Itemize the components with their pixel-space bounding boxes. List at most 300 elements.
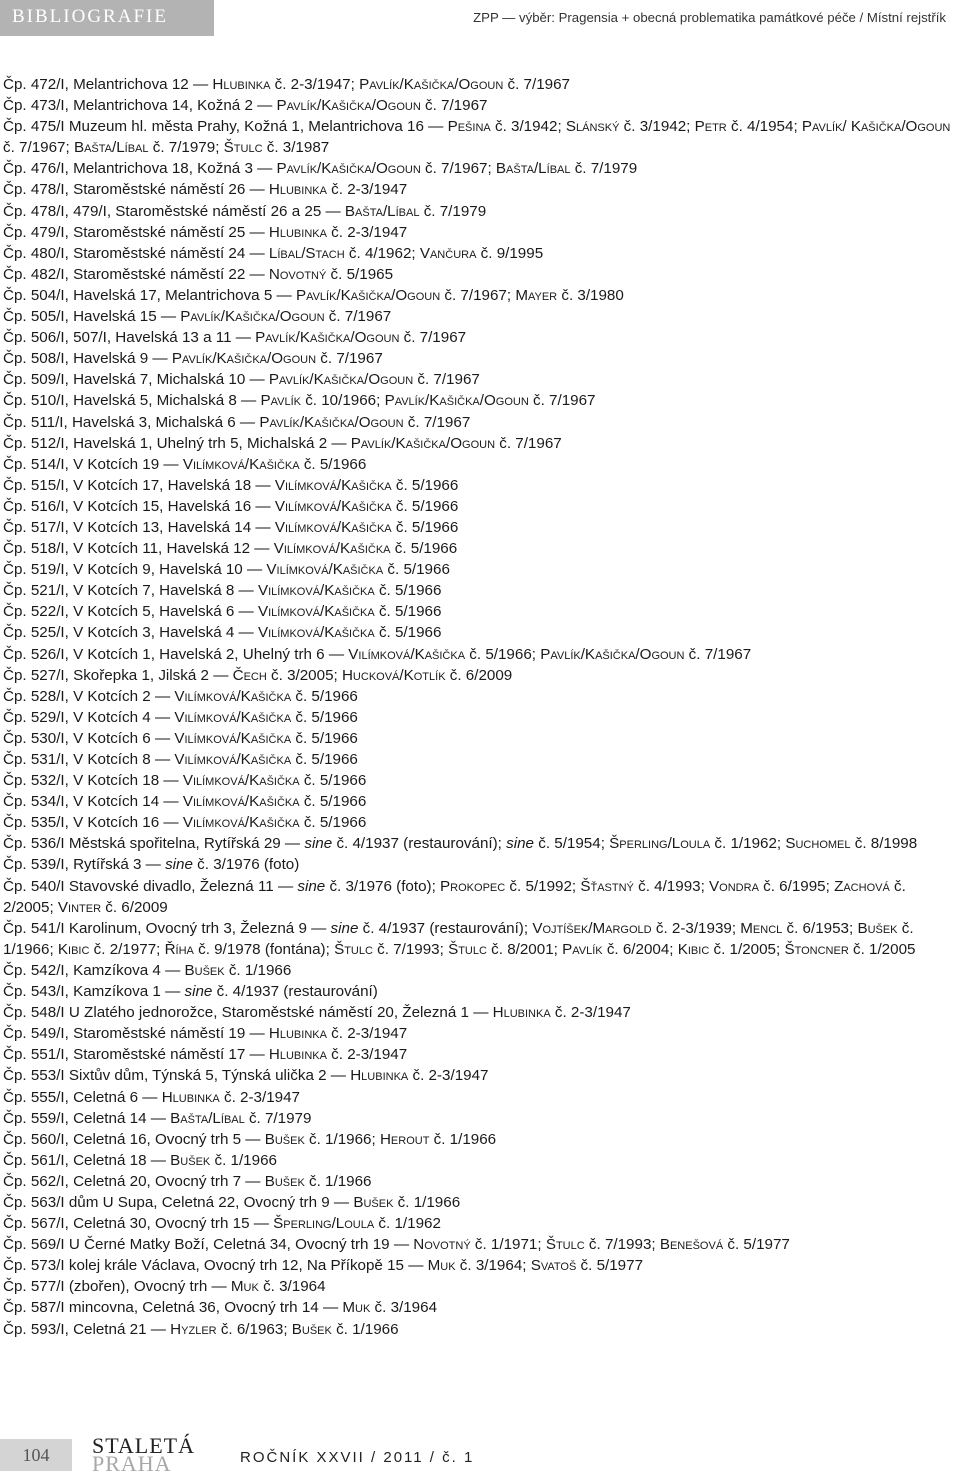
entry-text: Čp. 508/I, Havelská 9 — [3,350,172,368]
author-name: Štulc [448,940,487,958]
sine-marker: sine [165,856,193,874]
bibliography-entry [3,981,957,1002]
author-name: Pavlík [260,392,301,410]
author-name: Pavlík/Kašička/Ogoun [350,434,496,452]
author-name: Zachová [834,877,890,895]
entry-text: Čp. 528/I, V Kotcích 2 — [3,687,175,705]
entry-text: Čp. 587/I mincovna, Celetná 36, Ovocný trh 14 — [3,1299,343,1317]
author-name: Hlubinka [212,76,271,93]
bibliography-entry [3,749,957,770]
bibliography-entry [3,369,957,390]
author-name: Pavlík/Kašička/Ogoun [384,392,529,410]
bibliography-entry [3,158,957,179]
entry-text: č. 6/1995; [758,877,835,895]
entry-text: Čp. 527/I, Skořepka 1, Jilská 2 — [3,666,233,684]
entry-text: č. 4/1993; [633,877,710,895]
entry-text: č. 7/1967 [528,392,596,410]
bibliography-entry [3,179,957,200]
author-name: Novotný [268,265,327,283]
entry-text: Čp. 526/I, V Kotcích 1, Havelská 2, Uhelný trh 6 — [3,645,349,663]
entry-text: Čp. 514/I, V Kotcích 19 — [3,455,183,473]
bibliography-entry [3,580,957,601]
sine-marker: sine [330,919,359,937]
entry-text: č. 8/2001; [486,940,563,958]
entry-text: č. 5/1966 [391,518,459,536]
bibliography-entry [3,74,957,95]
bibliography-entry [3,644,957,665]
author-name: Hlubinka [268,223,327,241]
entry-text: Čp. 475/I Muzeum hl. města Prahy, Kožná 1, Melantrichova 16 — [3,118,448,136]
entry-text: Čp. 532/I, V Kotcích 18 — [3,772,183,790]
author-name: Slánský [565,118,620,136]
entry-text: č. 4/1937 (restaurování) [212,983,378,1001]
author-name: Hyzler [170,1320,217,1338]
author-name: Bašta/Líbal [495,160,571,178]
entry-text: Čp. 542/I, Kamzíkova 4 — [3,961,185,979]
entry-text: č. 2/2005; [3,877,911,916]
entry-text: Čp. 480/I, Staroměstské náměstí 24 — [3,244,269,262]
entry-text: Čp. 541/I Karolinum, Ovocný trh 3, Železná 9 — [3,919,331,937]
entry-text: č. 7/1967 [503,76,571,93]
entry-text: č. 2-3/1947 [550,1004,631,1022]
entry-text: Čp. 478/I, 479/I, Staroměstské náměstí 26 a 25 — [3,202,345,220]
entry-text: Čp. 519/I, V Kotcích 9, Havelská 10 — [3,561,267,579]
entry-text: Čp. 563/I dům U Supa, Celetná 22, Ovocný trh 9 — [3,1193,354,1211]
entry-text: č. 5/1966 [291,729,358,747]
author-name: Vilímková/Kašička [174,687,292,705]
entry-text: Čp. 525/I, V Kotcích 3, Havelská 4 — [3,624,258,642]
entry-text: č. 6/2009 [445,666,513,684]
entry-text: č. 3/1942; [490,118,566,136]
author-name: Vilímková/Kašička [182,455,300,473]
author-name: Pavlík/Kašička/Ogoun [359,76,504,93]
entry-text: Čp. 516/I, V Kotcích 15, Havelská 16 — [3,497,275,515]
entry-text: Čp. 517/I, V Kotcích 13, Havelská 14 — [3,518,275,536]
bibliography-entry [3,1319,957,1340]
entry-text: č. 7/1967 [684,645,752,663]
section-title: BIBLIOGRAFIE [12,6,168,27]
author-name: Novotný [413,1236,471,1254]
bibliography-entry [3,770,957,791]
entry-text: č. 6/2009 [101,898,168,916]
author-name: Vojtíšek/Margold [532,919,652,937]
author-name: Vilímková/Kašička [174,708,292,726]
author-name: Muk [342,1299,371,1317]
page-header [0,0,960,36]
entry-text: č. 3/1980 [557,286,624,304]
author-name: Muk [427,1257,456,1275]
author-name: Herout [379,1130,430,1148]
bibliography-entry [3,918,957,960]
entry-text: Čp. 479/I, Staroměstské náměstí 25 — [3,223,269,241]
author-name: Kibic [57,940,90,958]
author-name: Vilímková/Kašička [257,603,375,621]
entry-text: č. 7/1979 [419,202,487,220]
entry-text: č. 4/1937 (restaurování); [358,919,533,937]
entry-text: č. 5/1966 [291,708,358,726]
entry-text: č. 7/1967; [420,160,496,178]
entry-text: č. 1/2005; [709,940,785,958]
bibliography-entry [3,622,957,643]
entry-text: č. 5/1977 [723,1236,790,1254]
bibliography-entry [3,517,957,538]
entry-text: Čp. 522/I, V Kotcích 5, Havelská 6 — [3,603,258,621]
bibliography-entry [3,264,957,285]
bibliography-entry [3,496,957,517]
bibliography-entry [3,812,957,833]
entry-text: Čp. 536/I Městská spořitelna, Rytířská 29 — [3,835,305,853]
bibliography-list [3,74,957,1340]
issue-label: ROČNÍK XXVII / 2011 / č. 1 [240,1449,475,1466]
section-band [0,0,214,36]
bibliography-entry [3,1065,957,1086]
entry-text: č. 2-3/1947 [326,1046,408,1064]
entry-text: č. 1/1966 [393,1193,461,1211]
bibliography-entry [3,1297,957,1318]
entry-text: č. 2-3/1947; [270,76,360,93]
entry-text: Čp. 518/I, V Kotcích 11, Havelská 12 — [3,540,274,558]
entry-text: č. 1/2005 [848,940,916,958]
author-name: Bušek [264,1172,305,1190]
author-name: Čech [232,666,267,684]
author-name: Bušek [353,1193,394,1211]
entry-text: č. 3/1942; [619,118,695,136]
entry-text: č. 7/1967 [420,97,488,115]
author-name: Benešová [659,1236,724,1254]
bibliography-entry [3,1087,957,1108]
author-name: Prokopec [440,877,506,895]
entry-text: Čp. 551/I, Staroměstské náměstí 17 — [3,1046,269,1064]
entry-text: Čp. 505/I, Havelská 15 — [3,308,181,326]
bibliography-entry [3,665,957,686]
entry-text: č. 3/1964; [455,1257,531,1275]
entry-text: č. 1/1966 [331,1320,399,1338]
entry-text: Čp. 511/I, Havelská 3, Michalská 6 — [3,413,260,431]
page-number-box [0,1439,72,1471]
author-name: Vilímková/Kašička [257,582,375,600]
entry-text: Čp. 567/I, Celetná 30, Ovocný trh 15 — [3,1215,274,1233]
page-footer [0,1425,960,1475]
journal-logo-line1: STALETÁ [92,1433,196,1458]
author-name: Pavlík [562,940,603,958]
author-name: Bašta/Líbal [170,1109,245,1127]
bibliography-entry [3,475,957,496]
author-name: Bušek [291,1320,332,1338]
entry-text: č. 4/1954; [726,118,802,136]
author-name: Šťastný [580,877,634,895]
entry-text: č. 1/1971; [470,1236,546,1254]
author-name: Vilímková/Kašička [273,540,391,558]
author-name: Hucková/Kotlík [341,666,446,684]
entry-text: č. 1/1966; [304,1130,380,1148]
entry-text: Čp. 543/I, Kamzíkova 1 — [3,983,185,1001]
author-name: Bušek [857,919,898,937]
entry-text: č. 3/1987 [262,139,330,157]
entry-text: č. 7/1967 [413,371,480,389]
entry-text: Čp. 473/I, Melantrichova 14, Kožná 2 — [3,97,277,115]
entry-text: Čp. 476/I, Melantrichova 18, Kožná 3 — [3,160,277,178]
author-name: Vilímková/Kašička [257,624,375,642]
entry-text: Čp. 534/I, V Kotcích 14 — [3,793,183,811]
page-number: 104 [22,1445,50,1465]
entry-text: č. 1/1966 [210,1151,277,1169]
entry-text: Čp. 548/I U Zlatého jednorožce, Staroměstské náměstí 20, Železná 1 — [3,1004,493,1022]
entry-text: č. 3/1976 (foto); [325,877,441,895]
author-name: Vilímková/Kašička [274,476,392,494]
entry-text: č. 5/1992; [505,877,581,895]
bibliography-entry [3,116,957,158]
bibliography-entry [3,728,957,749]
entry-text: č. 9/1995 [476,244,544,262]
entry-text: č. 3/1964 [258,1278,326,1296]
entry-text: č. 7/1967; [440,286,516,304]
bibliography-entry [3,1255,957,1276]
bibliography-entry [3,201,957,222]
author-name: Vilímková/Kašička [174,729,292,747]
entry-text: Čp. 555/I, Celetná 6 — [3,1088,162,1106]
author-name: Pavlík/Kašička/Ogoun [276,97,421,115]
entry-text: Čp. 577/I (zbořen), Ovocný trh — [3,1278,231,1296]
author-name: Vilímková/Kašička [266,561,384,579]
entry-text: č. 7/1967 [495,434,562,452]
author-name: Hlubinka [350,1067,409,1085]
bibliography-entry [3,559,957,580]
bibliography-entry [3,854,957,875]
entry-text: č. 5/1966 [391,497,459,515]
author-name: Vančura [419,244,477,262]
entry-text: č. 5/1966 [383,561,450,579]
entry-text: č. 3/1976 (foto) [192,856,300,874]
entry-text: č. 7/1979; [148,139,224,157]
sine-marker: sine [184,983,213,1001]
author-name: Šperling/Loula [273,1215,375,1233]
entry-text: č. 2-3/1939; [651,919,741,937]
entry-text: Čp. 515/I, V Kotcích 17, Havelská 18 — [3,476,275,494]
entry-text: č. 5/1954; [534,835,610,853]
entry-text: č. 2-3/1947 [219,1088,300,1106]
entry-text: č. 2-3/1947 [326,1025,408,1043]
bibliography-entry [3,876,957,918]
author-name: Vondra [709,877,759,895]
bibliography-entry [3,454,957,475]
entry-text: č. 5/1966 [374,582,442,600]
sine-marker: sine [304,835,333,853]
entry-text: č. 6/2004; [602,940,678,958]
author-name: Vilímková/Kašička [348,645,466,663]
entry-text: Čp. 529/I, V Kotcích 4 — [3,708,175,726]
entry-text: č. 6/1953; [782,919,858,937]
entry-text: Čp. 512/I, Havelská 1, Uhelný trh 5, Michalská 2 — [3,434,351,452]
entry-text: Čp. 482/I, Staroměstské náměstí 22 — [3,265,269,283]
author-name: Hlubinka [492,1004,551,1022]
author-name: Bušek [264,1130,305,1148]
author-name: Pavlík/ Kašička/Ogoun [801,118,951,136]
author-name: Pavlík/Kašička/Ogoun [255,329,400,347]
author-name: Kibic [677,940,710,958]
entry-text: č. 4/1937 (restaurování); [332,835,507,853]
entry-text: Čp. 510/I, Havelská 5, Michalská 8 — [3,392,261,410]
entry-text: č. 5/1966 [299,772,367,790]
author-name: Vilímková/Kašička [182,772,300,790]
sine-marker: sine [297,877,326,895]
entry-text: Čp. 530/I, V Kotcích 6 — [3,729,175,747]
author-name: Bušek [184,961,225,979]
entry-text: č. 2-3/1947 [326,223,408,241]
bibliography-entry [3,243,957,264]
sine-marker: sine [506,835,534,853]
author-name: Šperling/Loula [609,835,711,853]
entry-text: č. 5/1966 [391,476,459,494]
bibliography-entry [3,538,957,559]
bibliography-entry [3,433,957,454]
entry-text: Čp. 593/I, Celetná 21 — [3,1320,171,1338]
entry-text: č. 4/1962; [344,244,420,262]
entry-text: č. 7/1967 [316,350,383,368]
bibliography-entry [3,686,957,707]
entry-text: č. 7/1993; [372,940,449,958]
entry-text: Čp. 472/I, Melantrichova 12 — [3,76,213,93]
entry-text: č. 9/1978 (fontána); [193,940,335,958]
entry-text: č. 5/1966 [299,793,367,811]
bibliography-entry [3,1234,957,1255]
author-name: Pavlík/Kašička/Ogoun [171,350,317,368]
author-name: Mencl [740,919,783,937]
bibliography-entry [3,327,957,348]
entry-text: č. 7/1979 [244,1109,312,1127]
entry-text: č. 10/1966; [300,392,385,410]
author-name: Hlubinka [268,1025,327,1043]
entry-text: Čp. 553/I Sixtův dům, Týnská 5, Týnská ulička 2 — [3,1067,351,1085]
running-head: ZPP — výběr: Pragensia + obecná problematika památkové péče / Místní rejstřík [473,10,946,25]
entry-text: č. 5/1966 [374,603,442,621]
entry-text: č. 2-3/1947 [326,181,408,199]
entry-text: Čp. 535/I, V Kotcích 16 — [3,814,183,832]
entry-text: Čp. 531/I, V Kotcích 8 — [3,751,175,768]
bibliography-entry [3,306,957,327]
entry-text: Čp. 504/I, Havelská 17, Melantrichova 5 — [3,286,296,304]
entry-text: Čp. 521/I, V Kotcích 7, Havelská 8 — [3,582,258,600]
author-name: Bašta/Líbal [344,202,420,220]
entry-text: č. 7/1967 [324,308,392,326]
entry-text: č. 1/1966 [224,961,292,979]
author-name: Pavlík/Kašička/Ogoun [259,413,404,431]
author-name: Vinter [57,898,102,916]
bibliography-entry [3,833,957,854]
bibliography-entry [3,960,957,981]
author-name: Pavlík/Kašička/Ogoun [295,286,441,304]
entry-text: Čp. 561/I, Celetná 18 — [3,1151,171,1169]
author-name: Štulc [334,940,373,958]
bibliography-entry [3,1129,957,1150]
entry-text: č. 2/1977; [89,940,165,958]
author-name: Říha [164,940,194,958]
author-name: Svatoš [530,1257,577,1275]
author-name: Vilímková/Kašička [274,518,392,536]
journal-logo-line2: PRAHA [92,1451,172,1476]
entry-text: č. 3/2005; [266,666,342,684]
entry-text: č. 7/1967 [399,329,467,347]
author-name: Hlubinka [268,181,327,199]
author-name: Suchomel [785,835,851,853]
bibliography-entry [3,95,957,116]
author-name: Hlubinka [268,1046,327,1064]
author-name: Štoncner [784,940,849,958]
bibliography-entry [3,707,957,728]
entry-text: Čp. 506/I, 507/I, Havelská 13 a 11 — [3,329,256,347]
entry-text: č. 1/1966 [304,1172,372,1190]
author-name: Pavlík/Kašička/Ogoun [276,160,421,178]
author-name: Vilímková/Kašička [182,793,300,811]
author-name: Štulc [545,1236,585,1254]
entry-text: č. 1/1966 [429,1130,497,1148]
entry-text: č. 1/1962; [710,835,786,853]
entry-text: č. 5/1966 [299,455,367,473]
entry-text: č. 7/1979 [570,160,638,178]
bibliography-entry [3,791,957,812]
entry-text: č. 6/1963; [216,1320,292,1338]
entry-text: č. 5/1966; [465,645,541,663]
author-name: Štulc [223,139,263,157]
entry-text: č. 5/1977 [576,1257,644,1275]
author-name: Bušek [170,1151,211,1169]
bibliography-entry [3,222,957,243]
bibliography-entry [3,601,957,622]
bibliography-entry [3,1023,957,1044]
author-name: Muk [230,1278,259,1296]
bibliography-entry [3,348,957,369]
entry-text: Čp. 478/I, Staroměstské náměstí 26 — [3,181,269,199]
author-name: Líbal/Stach [268,244,345,262]
author-name: Pavlík/Kašička/Ogoun [180,308,325,326]
entry-text: č. 5/1966 [374,624,442,642]
entry-text: č. 5/1966 [299,814,367,832]
entry-text: č. 5/1966 [291,687,358,705]
bibliography-entry [3,390,957,411]
entry-text: č. 7/1967 [403,413,471,431]
author-name: Pavlík/Kašička/Ogoun [268,371,414,389]
entry-text: Čp. 509/I, Havelská 7, Michalská 10 — [3,371,269,389]
bibliography-entry [3,1276,957,1297]
entry-text: Čp. 573/I kolej krále Václava, Ovocný trh 12, Na Příkopě 15 — [3,1257,428,1275]
entry-text: Čp. 540/I Stavovské divadlo, Železná 11 — [3,877,298,895]
entry-text: Čp. 539/I, Rytířská 3 — [3,856,166,874]
author-name: Petr [694,118,727,136]
entry-text: č. 1/1962 [374,1215,441,1233]
entry-text: Čp. 559/I, Celetná 14 — [3,1109,171,1127]
author-name: Mayer [515,286,558,304]
bibliography-entry [3,1108,957,1129]
bibliography-entry [3,1002,957,1023]
entry-text: č. 5/1966 [291,751,358,768]
entry-text: č. 7/1967; [3,118,955,157]
entry-text: č. 2-3/1947 [408,1067,489,1085]
entry-text: Čp. 560/I, Celetná 16, Ovocný trh 5 — [3,1130,265,1148]
bibliography-entry [3,412,957,433]
bibliography-entry [3,1213,957,1234]
entry-text: č. 3/1964 [370,1299,438,1317]
entry-text: Čp. 562/I, Celetná 20, Ovocný trh 7 — [3,1172,265,1190]
entry-text: č. 7/1993; [584,1236,660,1254]
bibliography-entry [3,1192,957,1213]
author-name: Pavlík/Kašička/Ogoun [540,645,685,663]
author-name: Vilímková/Kašička [274,497,392,515]
entry-text: Čp. 569/I U Černé Matky Boží, Celetná 34, Ovocný trh 19 — [3,1236,414,1254]
author-name: Bašta/Líbal [73,139,149,157]
entry-text: č. 5/1965 [326,265,394,283]
bibliography-entry [3,1150,957,1171]
author-name: Vilímková/Kašička [174,751,292,768]
bibliography-entry [3,285,957,306]
